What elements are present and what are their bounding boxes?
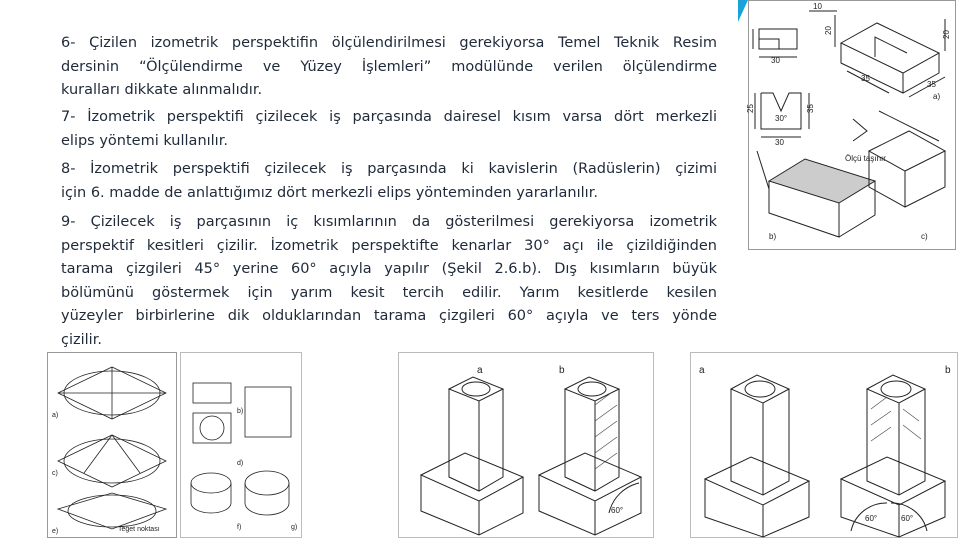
paragraph-line: elips yöntemi kullanılır. xyxy=(61,132,228,149)
slide-accent-triangle xyxy=(738,0,748,22)
svg-text:20: 20 xyxy=(942,30,951,39)
ellipse-construction-figure xyxy=(47,352,177,538)
svg-text:a: a xyxy=(699,365,705,376)
svg-text:20: 20 xyxy=(824,26,833,35)
paragraph-line: perspektif kesitleri çizilir. İzometrik perspektifte kenarlar 30° açı ile çizildiğinden xyxy=(61,237,717,254)
figure-label-a: a) xyxy=(933,92,941,101)
section-figure-1 xyxy=(398,352,654,538)
paragraph-line: dersinin “Ölçülendirme ve Yüzey İşlemleri” modülünde verilen ölçülendirme xyxy=(61,58,717,75)
svg-text:60°: 60° xyxy=(901,514,914,523)
paragraph-line: 9- Çizilecek iş parçasının iç kısımlarının da gösterilmesi gerekiyorsa izometrik xyxy=(61,214,717,230)
paragraph-line: 6- Çizilen izometrik perspektifin ölçülendirilmesi gerekiyorsa Temel Teknik Resim xyxy=(61,35,717,51)
paragraph-9 xyxy=(61,211,717,352)
svg-text:b): b) xyxy=(237,408,244,415)
paragraph-line: için 6. madde de anlattığımız dört merkezli elips yönteminden yararlanılır. xyxy=(61,184,598,201)
svg-text:f): f) xyxy=(237,524,242,531)
svg-text:35: 35 xyxy=(927,80,936,89)
ellipse-views-figure xyxy=(180,352,302,538)
svg-text:30°: 30° xyxy=(775,114,788,123)
svg-text:35: 35 xyxy=(806,104,815,113)
svg-text:a): a) xyxy=(52,412,59,419)
svg-text:c): c) xyxy=(52,470,58,477)
svg-text:Teğet noktası: Teğet noktası xyxy=(118,526,160,533)
svg-text:a: a xyxy=(477,365,483,376)
paragraph-8 xyxy=(61,158,717,205)
svg-text:60°: 60° xyxy=(865,514,878,523)
svg-text:30: 30 xyxy=(771,56,780,65)
svg-text:25: 25 xyxy=(746,104,755,113)
paragraph-7 xyxy=(61,106,717,153)
paragraph-line: kuralları dikkate alınmalıdır. xyxy=(61,82,263,98)
paragraph-6 xyxy=(61,32,717,103)
section-figure-2 xyxy=(690,352,958,538)
svg-text:60°: 60° xyxy=(611,506,624,515)
olcu-tasinir-label: Ölçü taşınır xyxy=(845,154,886,163)
svg-text:b: b xyxy=(945,365,951,376)
figure-label-c: c) xyxy=(921,232,928,241)
svg-text:35: 35 xyxy=(861,74,870,83)
paragraph-line: 7- İzometrik perspektifi çizilecek iş parçasında dairesel kısım varsa dört merkezli xyxy=(61,109,717,125)
dimensioning-figure xyxy=(748,0,956,250)
svg-text:10: 10 xyxy=(813,2,822,11)
paragraph-line: tarama çizgileri 45° yerine 60° açıyla yapılır (Şekil 2.6.b). Dış kısımların büyük xyxy=(61,261,717,277)
paragraph-line: çizilir. xyxy=(61,331,102,348)
figure-label-b: b) xyxy=(769,232,777,241)
paragraph-line: yüzeyler birbirlerine dik olduklarından tarama çizgileri 60° açıyla ve ters yönde xyxy=(61,308,717,324)
svg-text:b: b xyxy=(559,365,565,376)
paragraph-line: 8- İzometrik perspektifi çizilecek iş parçasında ki kavislerin (Radüslerin) çizimi xyxy=(61,161,717,177)
svg-text:d): d) xyxy=(237,460,244,467)
svg-text:e): e) xyxy=(52,528,59,535)
paragraph-line: bölümünü göstermek için yarım kesit tercih edilir. Yarım kesitlerde kesilen xyxy=(61,284,717,301)
svg-text:g): g) xyxy=(291,524,298,531)
svg-text:30: 30 xyxy=(775,138,784,147)
